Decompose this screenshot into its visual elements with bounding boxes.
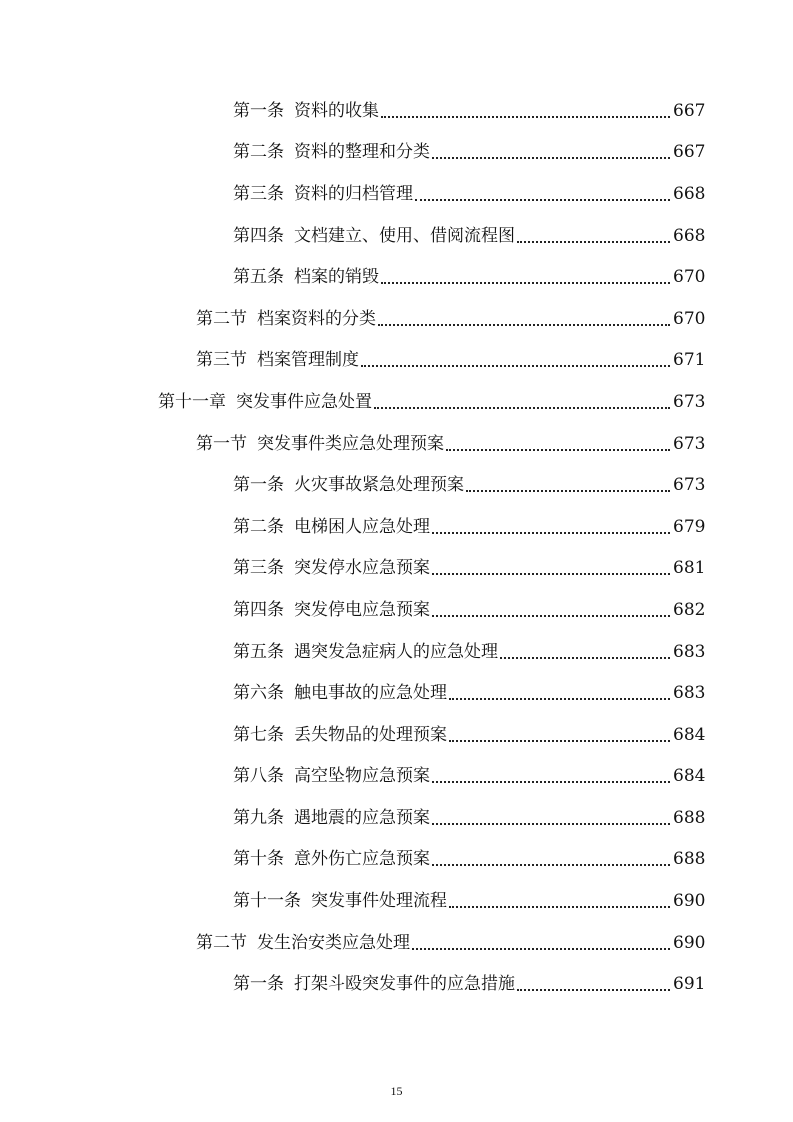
entry-page-number: 683 <box>673 683 706 704</box>
entry-title: 火灾事故紧急处理预案 <box>294 475 464 496</box>
entry-number: 第四条 <box>233 599 284 620</box>
entry-title: 突发事件处理流程 <box>311 891 447 912</box>
dot-leader <box>412 928 670 950</box>
entry-title: 丢失物品的处理预案 <box>294 724 447 745</box>
entry-number: 第四条 <box>233 225 284 246</box>
toc-entry[interactable] <box>0 631 793 673</box>
entry-page-number: 668 <box>673 225 706 246</box>
dot-leader <box>361 345 670 367</box>
entry-title: 资料的收集 <box>294 100 379 121</box>
entry-page-number: 682 <box>673 599 706 620</box>
dot-leader <box>432 803 670 825</box>
entry-page-number: 671 <box>673 350 706 371</box>
entry-number: 第七条 <box>233 724 284 745</box>
toc-entry[interactable] <box>0 963 793 1005</box>
table-of-contents <box>0 90 793 1005</box>
entry-title: 档案的销毁 <box>294 267 379 288</box>
dot-leader <box>446 429 670 451</box>
entry-page-number: 673 <box>673 391 706 412</box>
toc-entry[interactable] <box>0 340 793 382</box>
entry-number: 第五条 <box>233 267 284 288</box>
toc-entry[interactable] <box>0 589 793 631</box>
dot-leader <box>432 553 670 575</box>
toc-entry[interactable] <box>0 132 793 174</box>
entry-number: 第一条 <box>233 974 284 995</box>
toc-entry[interactable] <box>0 256 793 298</box>
entry-title: 意外伤亡应急预案 <box>294 849 430 870</box>
entry-number: 第二条 <box>233 142 284 163</box>
entry-title: 资料的归档管理 <box>294 183 413 204</box>
entry-title: 触电事故的应急处理 <box>294 683 447 704</box>
entry-number: 第八条 <box>233 766 284 787</box>
entry-number: 第一条 <box>233 100 284 121</box>
entry-page-number: 670 <box>673 308 706 329</box>
entry-number: 第三条 <box>233 183 284 204</box>
dot-leader <box>374 387 670 409</box>
entry-title: 电梯困人应急处理 <box>294 516 430 537</box>
toc-entry[interactable] <box>0 173 793 215</box>
entry-number: 第十一章 <box>158 391 226 412</box>
toc-entry[interactable] <box>0 215 793 257</box>
entry-page-number: 688 <box>673 807 706 828</box>
entry-number: 第二节 <box>196 932 247 953</box>
entry-number: 第二条 <box>233 516 284 537</box>
entry-title: 打架斗殴突发事件的应急措施 <box>294 974 515 995</box>
entry-number: 第二节 <box>196 308 247 329</box>
entry-number: 第十一条 <box>233 891 301 912</box>
entry-title: 资料的整理和分类 <box>294 142 430 163</box>
dot-leader <box>432 761 670 783</box>
dot-leader <box>449 678 670 700</box>
entry-page-number: 690 <box>673 891 706 912</box>
entry-page-number: 679 <box>673 516 706 537</box>
entry-page-number: 667 <box>673 142 706 163</box>
toc-entry[interactable] <box>0 797 793 839</box>
dot-leader <box>432 844 670 866</box>
entry-title: 高空坠物应急预案 <box>294 766 430 787</box>
entry-title: 遇突发急症病人的应急处理 <box>294 641 498 662</box>
entry-page-number: 673 <box>673 475 706 496</box>
entry-title: 档案资料的分类 <box>257 308 376 329</box>
entry-page-number: 683 <box>673 641 706 662</box>
toc-entry[interactable] <box>0 922 793 964</box>
dot-leader <box>378 304 670 326</box>
entry-title: 突发停水应急预案 <box>294 558 430 579</box>
dot-leader <box>432 595 670 617</box>
entry-page-number: 681 <box>673 558 706 579</box>
toc-entry[interactable] <box>0 548 793 590</box>
entry-number: 第一节 <box>196 433 247 454</box>
entry-number: 第九条 <box>233 807 284 828</box>
dot-leader <box>381 96 670 118</box>
entry-title: 发生治安类应急处理 <box>257 932 410 953</box>
entry-number: 第六条 <box>233 683 284 704</box>
entry-number: 第一条 <box>233 475 284 496</box>
entry-title: 文档建立、使用、借阅流程图 <box>294 225 515 246</box>
dot-leader <box>500 637 670 659</box>
toc-entry[interactable] <box>0 506 793 548</box>
entry-number: 第十条 <box>233 849 284 870</box>
entry-number: 第三条 <box>233 558 284 579</box>
entry-title: 突发事件类应急处理预案 <box>257 433 444 454</box>
dot-leader <box>381 262 670 284</box>
entry-page-number: 670 <box>673 267 706 288</box>
dot-leader <box>432 137 670 159</box>
entry-page-number: 667 <box>673 100 706 121</box>
toc-entry[interactable] <box>0 90 793 132</box>
entry-page-number: 673 <box>673 433 706 454</box>
toc-entry[interactable] <box>0 756 793 798</box>
dot-leader <box>517 221 670 243</box>
entry-page-number: 690 <box>673 932 706 953</box>
entry-page-number: 668 <box>673 183 706 204</box>
toc-entry[interactable] <box>0 880 793 922</box>
entry-page-number: 684 <box>673 766 706 787</box>
entry-number: 第三节 <box>196 350 247 371</box>
toc-entry[interactable] <box>0 298 793 340</box>
entry-title: 遇地震的应急预案 <box>294 807 430 828</box>
entry-title: 突发停电应急预案 <box>294 599 430 620</box>
dot-leader <box>517 969 670 991</box>
dot-leader <box>432 512 670 534</box>
toc-entry[interactable] <box>0 381 793 423</box>
entry-title: 突发事件应急处置 <box>236 391 372 412</box>
dot-leader <box>449 720 670 742</box>
toc-entry[interactable] <box>0 672 793 714</box>
toc-entry[interactable] <box>0 464 793 506</box>
dot-leader <box>449 886 670 908</box>
toc-entry[interactable] <box>0 839 793 881</box>
entry-page-number: 688 <box>673 849 706 870</box>
footer-page-number: 15 <box>390 1084 403 1098</box>
dot-leader <box>466 470 670 492</box>
toc-entry[interactable] <box>0 423 793 465</box>
entry-page-number: 684 <box>673 724 706 745</box>
entry-number: 第五条 <box>233 641 284 662</box>
dot-leader <box>415 179 670 201</box>
entry-page-number: 691 <box>673 974 706 995</box>
toc-entry[interactable] <box>0 714 793 756</box>
entry-title: 档案管理制度 <box>257 350 359 371</box>
